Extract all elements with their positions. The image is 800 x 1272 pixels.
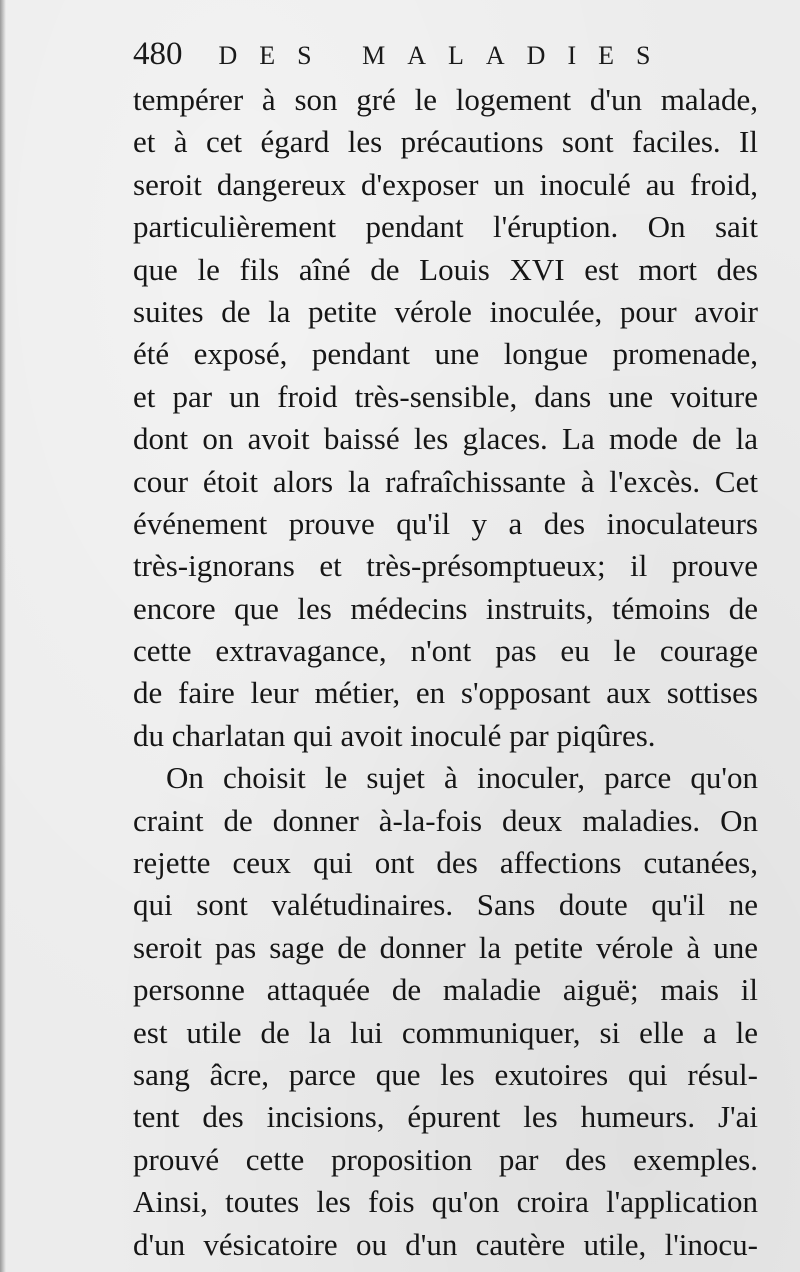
text-line: encore que les médecins instruits, témoins de	[133, 590, 758, 626]
text-line: été exposé, pendant une longue promenade,	[133, 336, 758, 372]
text-line: cette extravagance, n'ont pas eu le courage	[133, 633, 758, 669]
page-number: 480	[133, 36, 183, 72]
page-binding-shadow	[0, 0, 6, 1272]
text-line: et par un froid très-sensible, dans une voiture	[133, 378, 758, 414]
text-line: qui sont valétudinaires. Sans doute qu'il ne	[133, 887, 758, 923]
text-line: prouvé cette proposition par des exemples.	[133, 1141, 758, 1177]
text-line: seroit pas sage de donner la petite vérole à une	[133, 929, 758, 965]
body-text	[133, 79, 758, 1266]
text-line: tent des incisions, épurent les humeurs. J'ai	[133, 1099, 758, 1135]
text-line: que le fils aîné de Louis XVI est mort des	[133, 251, 758, 287]
paragraph-start-line: On choisit le sujet à inoculer, parce qu'on	[166, 760, 758, 796]
text-line: personne attaquée de maladie aiguë; mais il	[133, 972, 758, 1008]
text-line: sang âcre, parce que les exutoires qui résul-	[133, 1056, 758, 1092]
text-line: particulièrement pendant l'éruption. On sait	[133, 209, 758, 245]
running-head: DES MALADIES	[218, 41, 673, 70]
text-line: Ainsi, toutes les fois qu'on croira l'application	[133, 1184, 758, 1220]
text-line: de faire leur métier, en s'opposant aux sottises	[133, 675, 758, 711]
text-line: dont on avoit baissé les glaces. La mode de la	[133, 421, 758, 457]
text-line: suites de la petite vérole inoculée, pour avoir	[133, 293, 758, 329]
text-line: cour étoit alors la rafraîchissante à l'excès. Cet	[133, 463, 758, 499]
text-line: est utile de la lui communiquer, si elle a le	[133, 1014, 758, 1050]
text-line: événement prouve qu'il y a des inoculateurs	[133, 505, 758, 541]
text-line: craint de donner à-la-fois deux maladies. On	[133, 802, 758, 838]
text-line: d'un vésicatoire ou d'un cautère utile, l'inocu-	[133, 1226, 758, 1262]
paragraph-end-line: du charlatan qui avoit inoculé par piqûres.	[133, 717, 656, 753]
text-line: et à cet égard les précautions sont faciles. Il	[133, 124, 758, 160]
text-line: seroit dangereux d'exposer un inoculé au froid,	[133, 166, 758, 202]
page-header	[133, 36, 672, 76]
text-line: très-ignorans et très-présomptueux; il prouve	[133, 548, 758, 584]
text-line: tempérer à son gré le logement d'un malade,	[133, 82, 758, 117]
text-line: rejette ceux qui ont des affections cutanées,	[133, 845, 758, 881]
